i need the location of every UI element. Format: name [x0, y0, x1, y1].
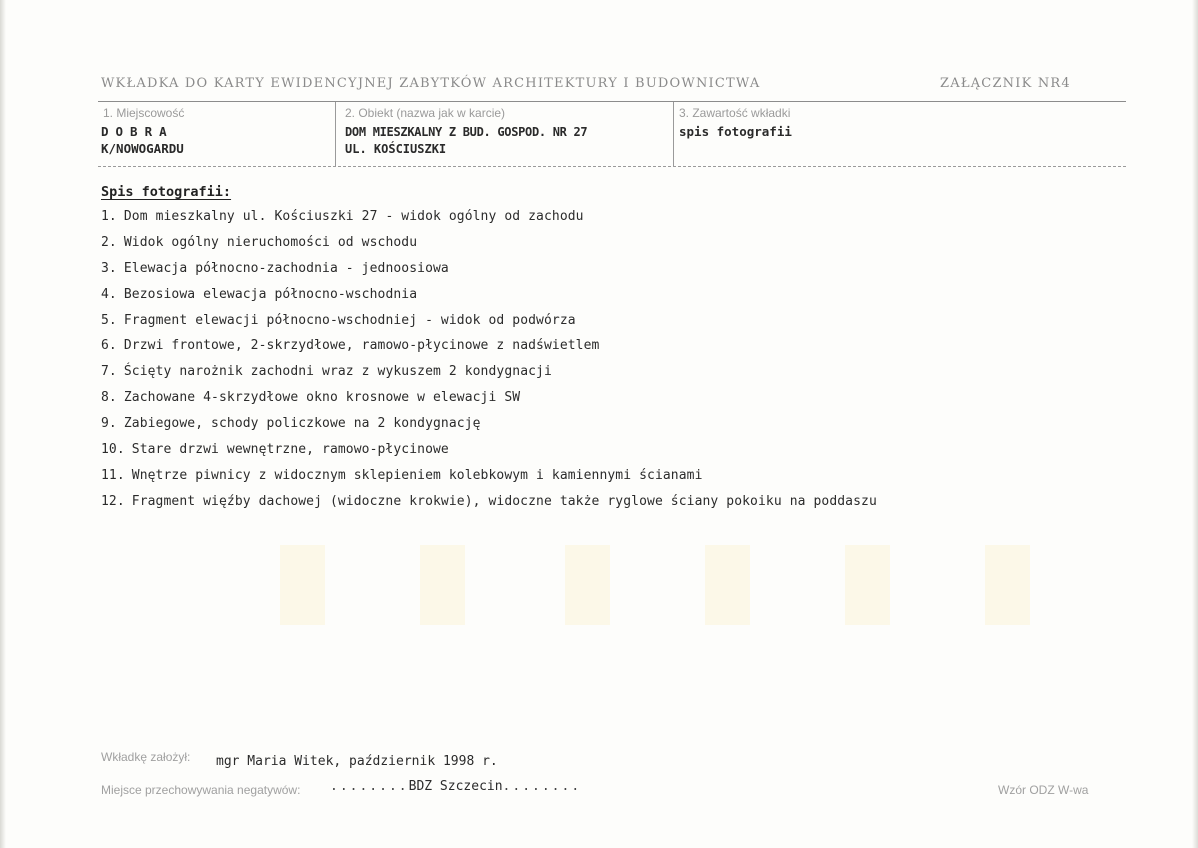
list-item-number: 7. — [101, 364, 117, 380]
object-value-line1: DOM MIESZKALNY Z BUD. GOSPOD. NR 27 — [345, 125, 588, 139]
list-item-text: Drzwi frontowe, 2-skrzydłowe, ramowo-płycinowe z nadświetlem — [123, 338, 600, 354]
dotted-leader: ........ — [502, 779, 582, 794]
form-title: WKŁADKA DO KARTY EWIDENCYJNEJ ZABYTKÓW ARCHITEKTURY I BUDOWNICTWA — [101, 76, 761, 91]
list-item-text: Elewacja północno-zachodnia - jednoosiowa — [123, 260, 449, 276]
list-item-text: Zachowane 4-skrzydłowe okno krosnowe w elewacji SW — [123, 390, 521, 406]
list-item — [101, 338, 877, 364]
paper-watermark — [565, 545, 610, 625]
storage-value-line — [330, 779, 581, 794]
object-label: 2. Obiekt (nazwa jak w karcie) — [345, 106, 506, 120]
locality-label: 1. Miejscowość — [103, 106, 185, 120]
storage-label: Miejsce przechowywania negatywów: — [101, 783, 301, 797]
photo-list — [101, 209, 877, 520]
list-item-number: 11. — [101, 467, 125, 483]
author-value: mgr Maria Witek, październik 1998 r. — [216, 754, 498, 769]
list-item-number: 5. — [101, 312, 117, 328]
locality-value-line2: K/NOWOGARDU — [101, 141, 184, 156]
list-item — [101, 364, 877, 390]
list-item-number: 8. — [101, 390, 117, 406]
contents-value: spis fotografii — [679, 124, 792, 139]
paper-watermark — [420, 545, 465, 625]
list-item-number: 1. — [101, 209, 117, 224]
list-item-number: 2. — [101, 234, 117, 250]
locality-value-line1 — [101, 124, 174, 140]
list-item-number: 10. — [101, 442, 125, 458]
form-code: Wzór ODZ W-wa — [998, 783, 1089, 797]
storage-value: BDZ Szczecin — [408, 779, 503, 794]
paper-watermark — [845, 545, 890, 625]
dotted-leader: ........ — [330, 779, 409, 794]
list-item — [101, 313, 877, 339]
list-item — [101, 261, 877, 287]
object-value-line2: UL. KOŚCIUSZKI — [345, 142, 447, 156]
list-item-text: Wnętrze piwnicy z widocznym sklepieniem kolebkowym i kamiennymi ścianami — [131, 467, 703, 483]
locality-name: DOBRA — [101, 124, 174, 139]
cell-divider — [673, 102, 674, 166]
list-item — [101, 287, 877, 313]
scan-edge-left — [0, 0, 6, 848]
list-item — [101, 209, 877, 235]
list-item-number: 4. — [101, 286, 117, 302]
contents-label: 3. Zawartość wkładki — [679, 106, 791, 120]
list-item-text: Zabiegowe, schody policzkowe na 2 kondygnację — [123, 416, 481, 432]
header-rule-top — [98, 101, 1126, 102]
list-item-text: Widok ogólny nieruchomości od wschodu — [123, 234, 418, 250]
list-item — [101, 442, 877, 468]
header-rule-bottom — [98, 166, 1126, 167]
annex-number: ZAŁĄCZNIK NR4 — [940, 76, 1071, 91]
list-item-text: Fragment elewacji północno-wschodniej - widok od podwórza — [123, 312, 576, 328]
author-label: Wkładkę założył: — [101, 750, 191, 764]
list-item — [101, 468, 877, 494]
list-item-text: Fragment więźby dachowej (widoczne krokwie), widoczne także ryglowe ściany pokoiku na poddaszu — [131, 493, 877, 509]
paper-watermark — [280, 545, 325, 625]
photo-list-heading: Spis fotografii: — [101, 184, 232, 200]
list-item-number: 12. — [101, 493, 125, 509]
list-item — [101, 494, 877, 520]
list-item-number: 9. — [101, 416, 117, 432]
scan-edge-right — [1192, 0, 1198, 848]
cell-divider — [335, 102, 336, 166]
list-item — [101, 416, 877, 442]
list-item — [101, 390, 877, 416]
list-item-text: Bezosiowa elewacja północno-wschodnia — [123, 286, 418, 302]
list-item-number: 6. — [101, 338, 117, 354]
list-item-text: Stare drzwi wewnętrzne, ramowo-płycinowe — [131, 442, 449, 458]
list-item-number: 3. — [101, 260, 117, 276]
paper-watermark — [705, 545, 750, 625]
list-item — [101, 235, 877, 261]
list-item-text: Ścięty narożnik zachodni wraz z wykuszem 2 kondygnacji — [123, 364, 552, 380]
paper-watermark — [985, 545, 1030, 625]
list-item-text: Dom mieszkalny ul. Kościuszki 27 - widok ogólny od zachodu — [123, 209, 584, 224]
